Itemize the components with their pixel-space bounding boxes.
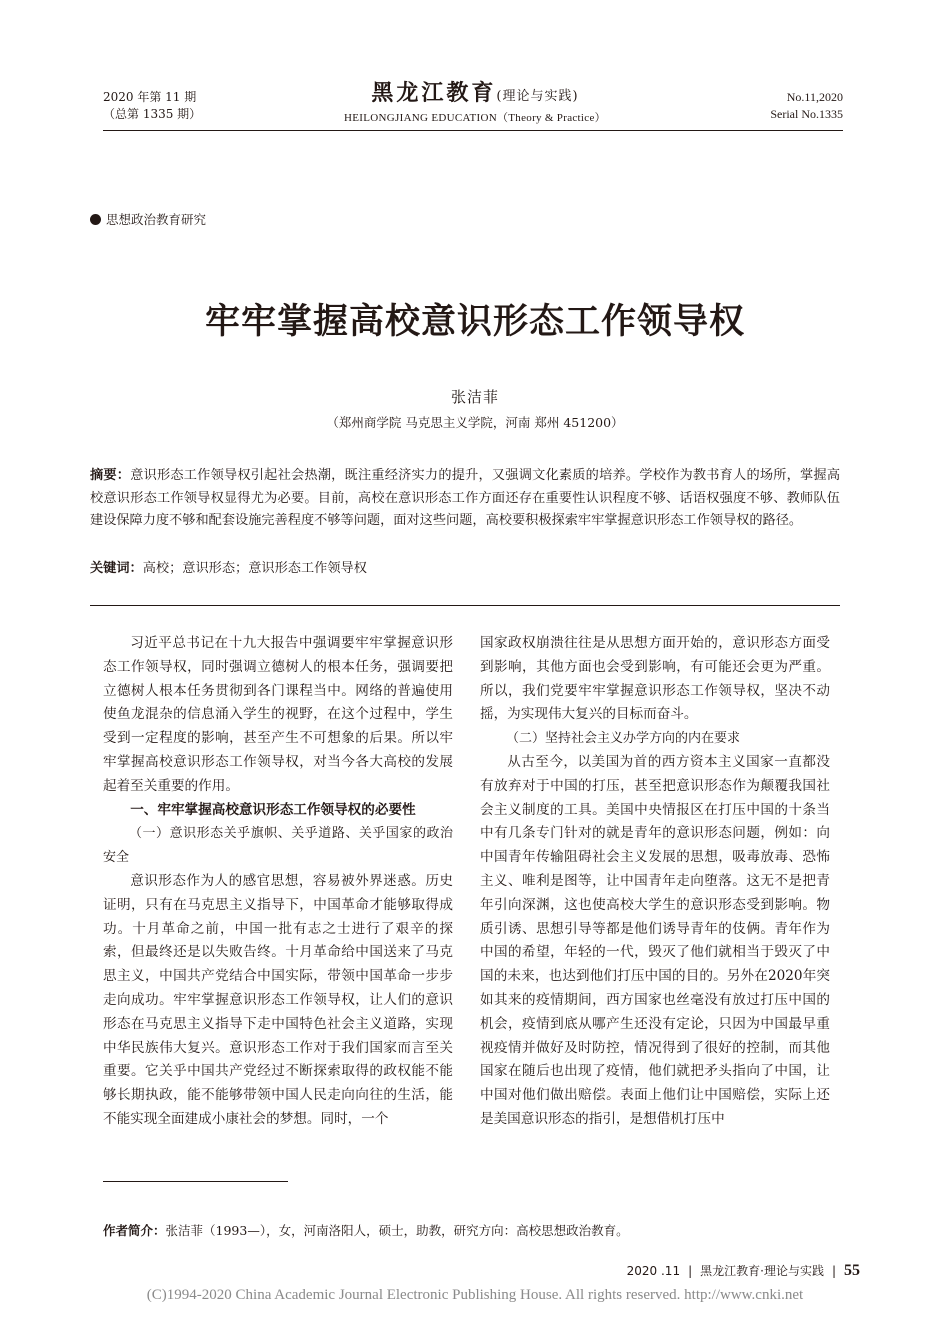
body-paragraph: 从古至今，以美国为首的西方资本主义国家一直都没有放弃对于中国的打压，甚至把意识形态作为颠覆我国社会主义制度的工具。美国中央情报区在打压中国的十条当中有几条专门针对的就是青年的意识形态问题，例如：向中国青年传输阻碍社会主义发展的思想，吸毒放毒、恐怖主义、唯利是图等，让中国青年走向堕落。这无不是把青年引向深渊，这也使高校大学生的意识形态受到影响。物质引诱、思想引导等都是他们诱导青年的伎俩。青年作为中国的希望，年轻的一代，毁灭了他们就相当于毁灭了中国的未来，也达到他们打压中国的目的。另外在2020年突如其来的疫情期间，西方国家也丝毫没有放过打压中国的机会，疫情到底从哪产生还没有定论，只因为中国最早重视疫情并做好及时防控，情况得到了很好的控制，而其他国家在随后也出现了疫情，他们就把矛头指向了中国，让中国对他们做出赔偿。表面上他们让中国赔偿，实际上还是美国意识形态的指引，是想借机打压中 [480,753,830,1127]
footnote-rule [103,1181,288,1182]
column-label [90,210,206,228]
header-rule [103,130,843,131]
author-affiliation: （郑州商学院 马克思主义学院，河南 郑州 451200） [326,415,624,430]
body-paragraph: 国家政权崩溃往往是从思想方面开始的，意识形态方面受到影响，其他方面也会受到影响，有可能还会更为严重。所以，我们党要牢牢掌握意识形态工作领导权，坚决不动摇，为实现伟大复兴的目标而奋斗。 [480,635,830,723]
author-bio [103,1221,843,1239]
keywords [90,558,840,581]
abstract-text: 意识形态工作领导权引起社会热潮，既注重经济实力的提升，又强调文化素质的培养。学校作为教书育人的场所，掌握高校意识形态工作领导权显得尤为必要。目前，高校在意识形态工作方面还存在重要性认识程度不够、话语权强度不够、教师队伍建设保障力度不够和配套设施完善程度不够等问题，面对这些问题，高校要积极探索牢牢掌握意识形态工作领导权的路径。 [90,468,841,528]
bullet-icon [90,214,101,225]
author-name: 张洁菲 [450,388,499,406]
footer-separator: | [831,1264,836,1278]
column-label-text: 思想政治教育研究 [106,212,207,227]
section-heading: 一、牢牢掌握高校意识形态工作领导权的必要性 [130,801,416,818]
abstract-rule [90,605,840,606]
journal-name-en: HEILONGJIANG EDUCATION（Theory & Practice） [344,112,606,124]
footer-journal: 黑龙江教育·理论与实践 [700,1264,824,1278]
issue-number-en: No.11,2020 [786,90,843,104]
body-column-right [480,632,830,1132]
subsection-heading: （一）意识形态关乎旗帜、关乎道路、关乎国家的政治安全 [103,826,453,866]
serial-number-cn: （总第 1335 期） [103,107,202,121]
abstract [90,465,840,533]
subsection-heading: （二）坚持社会主义办学方向的内在要求 [506,731,741,747]
footer-separator: | [688,1264,693,1278]
journal-subtitle: (理论与实践) [496,89,579,104]
footer-issue: 2020 .11 [626,1264,681,1278]
author-bio-text: 张洁菲（1993—），女，河南洛阳人，硕士，助教，研究方向：高校思想政治教育。 [165,1223,629,1238]
keywords-text: 高校；意识形态；意识形态工作领导权 [142,561,367,576]
article-title: 牢牢掌握高校意识形态工作领导权 [204,302,745,342]
body-paragraph: 习近平总书记在十九大报告中强调要牢牢掌握意识形态工作领导权，同时强调立德树人的根本任务，强调要把立德树人根本任务贯彻到各门课程当中。网络的普遍使用使鱼龙混杂的信息涌入学生的视野，在这个过程中，学生受到一定程度的影响，甚至产生不可想象的后果。所以牢牢掌握高校意识形态工作领导权，对当今各大高校的发展起着至关重要的作用。 [103,635,453,794]
page-footer [627,1262,860,1280]
body-column-left [103,632,453,1132]
serial-number-en: Serial No.1335 [770,107,843,121]
issue-info-en [770,89,843,123]
issue-number-cn: 2020 年第 11 期 [103,90,197,104]
author-bio-label: 作者简介： [103,1223,166,1238]
journal-name: 黑龙江教育 [371,80,497,106]
keywords-label: 关键词： [90,561,143,576]
body-paragraph: 意识形态作为人的感官思想，容易被外界迷惑。历史证明，只有在马克思主义指导下，中国革命才能够取得成功。十月革命之前，中国一批有志之士进行了艰辛的探索，但最终还是以失败告终。十月革命给中国送来了马克思主义，中国共产党结合中国实际，带领中国革命一步步走向成功。牢牢掌握意识形态工作领导权，让人们的意识形态在马克思主义指导下走中国特色社会主义道路，实现中华民族伟大复兴。意识形态工作对于我们国家而言至关重要。它关乎中国共产党经过不断探索取得的政权能不能够长期执政，能不能够带领中国人民走向向往的生活，能不能实现全面建成小康社会的梦想。同时，一个 [103,872,453,1127]
abstract-label: 摘要： [90,468,131,483]
page-number: 55 [844,1262,860,1279]
copyright-notice: (C)1994-2020 China Academic Journal Electronic Publishing House. All rights reserved. http://www.cnki.net [146,1287,804,1303]
